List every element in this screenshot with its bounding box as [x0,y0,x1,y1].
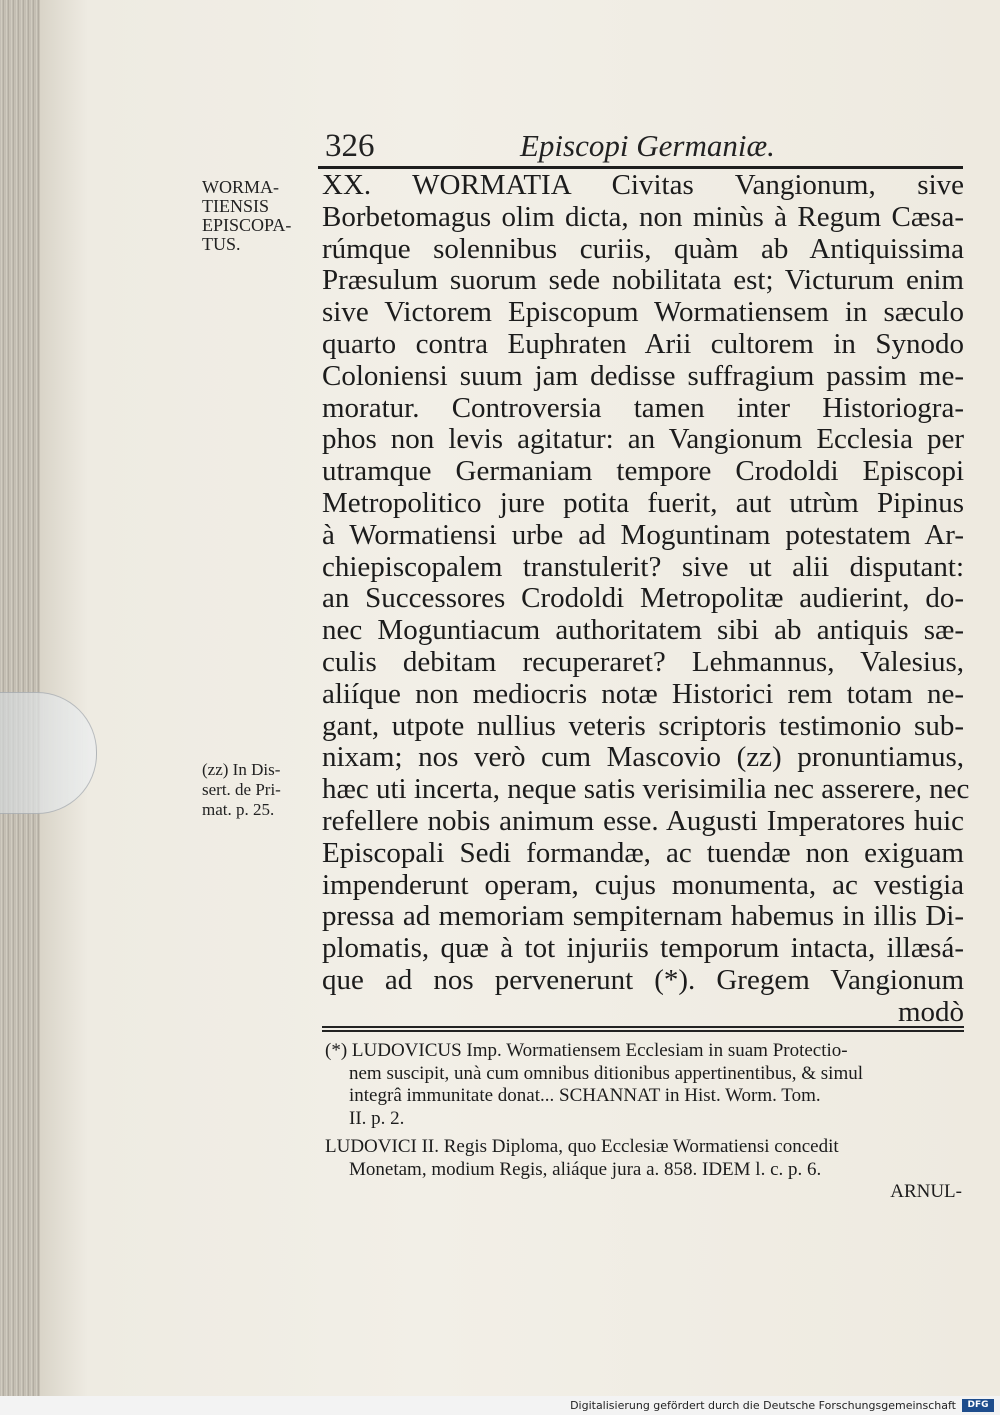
marginal-heading: WORMA- TIENSIS EPISCOPA- TUS. [202,177,292,254]
text-line: Metropolitico jure potita fuerit, aut utrùm Pipinus [322,486,964,519]
text-line: impenderunt operam, cujus monumenta, ac vestigia [322,868,964,901]
text-line: que ad nos pervenerunt (*). Gregem Vangionum [322,963,964,996]
text-line: culis debitam recuperaret? Lehmannus, Valesius, [322,645,964,678]
footnote [325,1136,965,1181]
text-line: utramque Germaniam tempore Crodoldi Episcopi [322,455,964,488]
footnote-line: (*) LUDOVICUS Imp. Wormatiensem Ecclesiam in suam Protectio- [325,1040,848,1061]
text-line: nixam; nos verò cum Mascovio (zz) pronuntiamus, [322,741,964,774]
footnote-line: integrâ immunitate donat... SCHANNAT in Hist. Worm. Tom. [349,1085,821,1106]
funding-credit: Digitalisierung gefördert durch die Deutsche Forschungsgemeinschaft [570,1399,956,1412]
footnote-rule [322,1026,964,1032]
footnote-line: II. p. 2. [349,1107,405,1129]
footnote-line: LUDOVICI II. Regis Diploma, quo Ecclesiæ Wormatiensi concedit [325,1136,839,1157]
text-line: sive Victorem Episcopum Wormatiensem in sæculo [322,296,964,329]
catchword: ARNUL- [890,1181,962,1202]
text-line: aliíque non mediocris notæ Historici rem totam ne- [322,677,964,710]
text-line: chiepiscopalem transtulerit? sive ut alii disputant: [322,550,964,583]
digitization-footer [0,1396,1000,1415]
text-line: phos non levis agitatur: an Vangionum Ecclesia per [322,423,964,456]
footnotes [325,1040,965,1187]
text-line: an Successores Crodoldi Metropolitæ audierint, do- [322,582,964,615]
text-line: modò [897,995,964,1028]
main-text-block [322,169,970,1029]
footnote-line: nem suscipit, unà cum omnibus ditionibus appertinentibus, & simul [349,1062,864,1084]
text-line: Coloniensi suum jam dedisse suffragium passim me- [322,359,964,392]
text-line: pressa ad memoriam sempiternam habemus in illis Di- [322,900,964,933]
text-line: Borbetomagus olim dicta, non minùs à Regum Cæsa- [322,200,964,233]
text-line: refellere nobis animum esse. Augusti Imperatores huic [322,804,964,837]
marginal-note: (zz) In Dis- sert. de Pri- mat. p. 25. [202,760,281,819]
footnote-line: Monetam, modium Regis, aliáque jura a. 858. IDEM l. c. p. 6. [349,1158,822,1180]
text-line: gant, utpote nullius veteris scriptoris testimonio sub- [322,709,964,742]
text-line: hæc uti incerta, neque satis verisimilia nec asserere, nec [322,773,970,806]
page-header [0,128,1000,168]
text-line: rúmque solennibus curiis, quàm ab Antiquissima [322,232,964,265]
page-number: 326 [325,128,375,164]
text-line: à Wormatiensi urbe ad Moguntinam potestatem Ar- [322,518,964,551]
text-line: quarto contra Euphraten Arii cultorem in Synodo [322,327,964,360]
text-line: Episcopali Sedi formandæ, ac tuendæ non exiguam [322,836,964,869]
running-head: Episcopi Germaniæ. [520,128,775,163]
text-line: nec Moguntiacum authoritatem sibi ab antiquis sæ- [322,614,964,647]
text-line: plomatis, quæ à tot injuriis temporum intacta, illæsá- [322,932,964,965]
dfg-logo: DFG [962,1399,994,1412]
footnote [325,1040,965,1130]
text-line: moratur. Controversia tamen inter Historiogra- [322,391,964,424]
text-line: Præsulum suorum sede nobilitata est; Victurum enim [322,264,964,297]
text-line: XX. WORMATIA Civitas Vangionum, sive [322,169,964,201]
